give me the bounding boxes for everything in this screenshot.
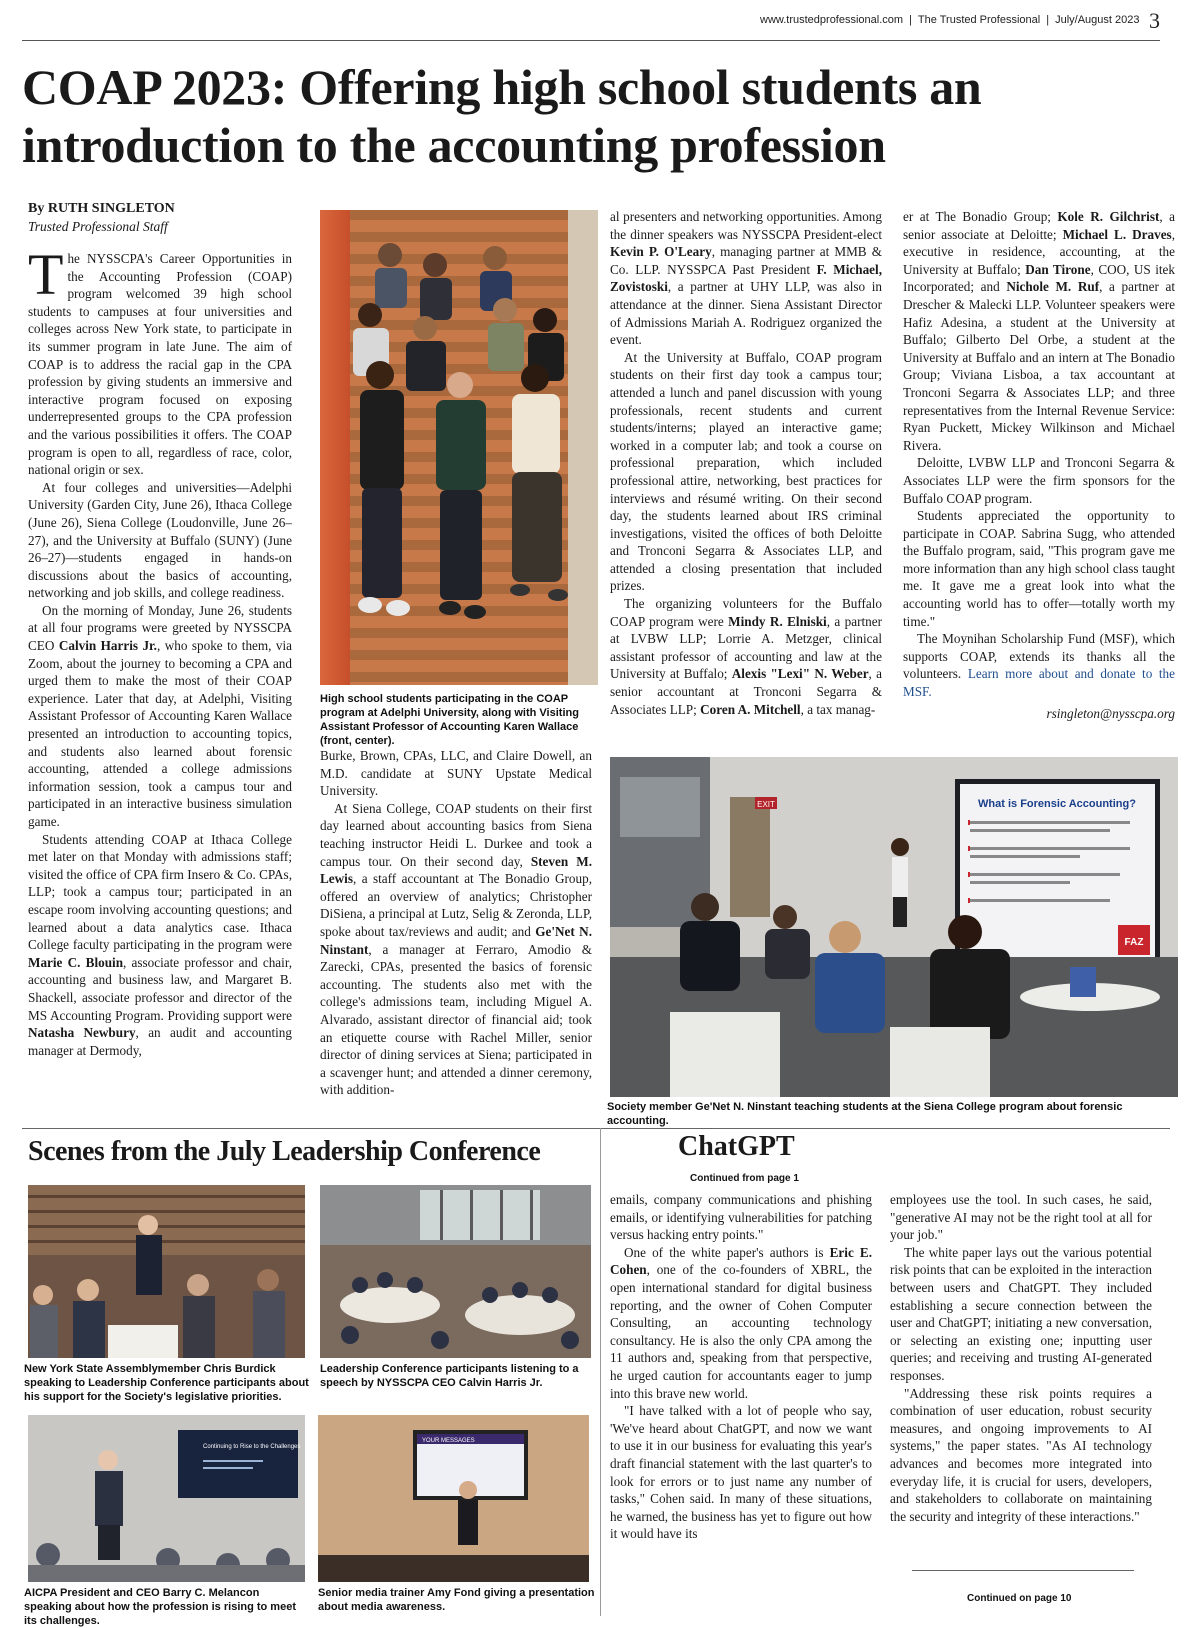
paragraph-text: , a senior associate at Deloitte;	[903, 209, 1175, 242]
photo-melancon-speaking	[28, 1415, 305, 1582]
paragraph-text: , a tax manag-	[800, 701, 876, 717]
page-number: 3	[1149, 8, 1160, 33]
paragraph-text: , who spoke to them, via Zoom, about the journey to becoming a CPA and urged them to make the most of their COAP experience. Later that day, at Adelphi, Visiting Assistant Professor of Accounting Karen Wallace presented an introduction to accounting topics, and students also learned about forensic accounting, attended a college admissions information session, took a campus tour and participated in an interactive business simulation game.	[28, 638, 293, 829]
article-paragraph	[320, 800, 592, 1099]
person-name: Michael L. Draves	[1062, 226, 1172, 242]
photo-caption-audience: Leadership Conference participants listening to a speech by NYSSCPA CEO Calvin Harris Jr.	[320, 1363, 579, 1389]
paragraph-text: , managing partner at MMB & Co. LLP. NYSSPCA Past President	[610, 244, 882, 277]
article-column-4	[903, 208, 1175, 748]
paragraph-text: , a partner at Drescher & Malecki LLP. Volunteer speakers were Hafiz Adesina, a student at the University at Buffalo; Gilberto Del Orbe, a student at the University at Buffalo and an intern at The Bonadio Group; Viviana Lisboa, a tax accountant at Tronconi Segarra & Associates LLP; and three representatives from the Internal Revenue Service: Ryan Puckett, Mickey Wilkinson and Michael Rivera.	[903, 279, 1175, 453]
article-paragraph: "I have talked with a lot of people who say, 'We've heard about ChatGPT, and now we want to use it in our business for evaluating this year's draft financial statement with the last quarter's to look for errors or to just name any number of tasks," Cohen said. In many of these situations, he warned, the business has yet to figure out how it would have its	[610, 1403, 872, 1542]
photo-conference-audience	[320, 1185, 591, 1358]
section-divider	[22, 1128, 1170, 1129]
paragraph-text: , a partner at LVBW LLP; Lorrie A. Metzger, clinical assistant professor of accounting and law at the University at Buffalo;	[610, 613, 882, 682]
paragraph-text: , associate professor and chair, accounting and business law, and Margaret B. Shackell, associate professor and director of the MS Accounting Program. Providing support were	[28, 954, 292, 1023]
page-header: www.trustedprofessional.com | The Trusted Professional | July/August 2023 3	[760, 8, 1160, 33]
header-url[interactable]: www.trustedprofessional.com	[760, 14, 904, 26]
person-name: Calvin Harris Jr.	[58, 638, 157, 654]
article-headline: COAP 2023: Offering high school students an introduction to the accounting profession	[22, 59, 982, 173]
person-name: Alexis "Lexi" N. Weber	[731, 666, 869, 682]
photo-coap-students-stairs	[320, 210, 598, 685]
chatgpt-section-title: ChatGPT	[678, 1131, 795, 1162]
paragraph-text: On the morning of Monday, June 26, students at all four programs were greeted by NYSSCPA CEO	[28, 602, 292, 654]
photo-caption-coap-students: High school students participating in the COAP program at Adelphi University, along with Visiting Assistant Professor of Accounting Karen Wallace (front, center).	[320, 693, 579, 747]
article-paragraph	[28, 602, 292, 831]
photo-caption-siena-classroom: Society member Ge'Net N. Ninstant teaching students at the Siena College program about forensic accounting.	[607, 1101, 1123, 1127]
article-column-3	[610, 208, 882, 743]
paragraph-text: , a senior accountant at Tronconi Segarra & Associates LLP;	[610, 666, 882, 717]
header-rule	[22, 40, 1160, 41]
melancon-screen-text: Continuing to Rise to the Challenges	[203, 1444, 301, 1450]
article-paragraph: Deloitte, LVBW LLP and Tronconi Segarra & Associates LLP were the firm sponsors for the Buffalo COAP program.	[903, 455, 1175, 506]
article-paragraph: At the University at Buffalo, COAP program students on their first day took a campus tour; attended a lunch and panel discussion with young professionals, recent students and current students/interns; played an interactive game; worked in a computer lab; and took a course on professional preparation, which included professional attire, networking, best practices for interviews and résumé writing. On their second day, the students learned about IRS criminal investigations, visited the offices of both Deloitte and Tronconi Segarra & Associates LLP, and attended a closing presentation that included prizes.	[610, 349, 882, 594]
continued-on-note: Continued on page 10	[967, 1593, 1072, 1604]
paragraph-text: er at The Bonadio Group;	[903, 209, 1058, 224]
article-paragraph: Students appreciated the opportunity to participate in COAP. Sabrina Sugg, who attended the Buffalo program, said, "This program gave me more information than any high school class taught me. It gave me a great look into what the accounting world has to offer—totally worth my time."	[903, 508, 1175, 629]
person-name: Marie C. Blouin	[28, 954, 124, 970]
person-name: Coren A. Mitchell	[700, 701, 801, 717]
article-paragraph	[28, 242, 292, 479]
chatgpt-column-1	[610, 1191, 872, 1616]
drop-cap: T	[28, 242, 64, 307]
slide-logo: FAZ	[1124, 937, 1144, 948]
article-paragraph: employees use the tool. In such cases, he said, "generative AI may not be the right tool at all for your job."	[890, 1192, 1152, 1243]
person-name: Nichole M. Ruf	[1006, 279, 1100, 295]
paragraph-text: , an audit and accounting manager at Dermody,	[28, 1025, 292, 1058]
slide-title: What is Forensic Accounting?	[978, 798, 1136, 810]
photo-fond-presenting	[318, 1415, 589, 1582]
byline: By RUTH SINGLETON	[28, 201, 175, 216]
article-column-2	[320, 747, 592, 1112]
photo-burdick-speaking	[28, 1185, 305, 1358]
paragraph-text: , a manager at Ferraro, Amodio & Zarecki, CPAs, presented the basics of forensic accounting. The students also met with the college's admissions team, including Miguel A. Alvarado, assistant director of financial aid; took an etiquette course with Rachel Miller, senior director of dining services at Siena; participated in a scavenger hunt; and attended a dinner ceremony, with addition-	[320, 941, 592, 1098]
continued-from-note: Continued from page 1	[690, 1173, 799, 1184]
person-name: F. Michael, Zovistoski	[610, 261, 882, 295]
article-paragraph	[28, 831, 292, 1060]
person-name: Steven M. Lewis	[320, 853, 592, 887]
article-paragraph	[610, 1244, 872, 1402]
paragraph-text: The organizing volunteers for the Buffalo COAP program were	[610, 596, 882, 629]
photo-caption-burdick: New York State Assemblymember Chris Burdick speaking to Leadership Conference participants about his support for the Society's legislative priorities.	[24, 1363, 309, 1403]
fond-screen-text: YOUR MESSAGES	[422, 1438, 475, 1444]
article-paragraph: At four colleges and universities—Adelphi University (Garden City, June 26), Ithaca College (June 26), Siena College (Loudonville, June 26–27), and the University at Buffalo (SUNY) (June 26–27)—students engaged in hands-on discussions about the basics of accounting, networking and job skills, and college readiness.	[28, 479, 292, 601]
article-column-1	[28, 200, 292, 1085]
person-name: Mindy R. Elniski	[728, 613, 827, 629]
article-paragraph: The white paper lays out the various potential risk points that can be exploited in the interaction between users and ChatGPT. They included establishing a secure connection between the user and ChatGPT; initiating a new conversation, or selecting an existing one; inputting user queries; and receiving and trusting AI-generated responses.	[890, 1244, 1152, 1383]
paragraph-text: At Siena College, COAP students on their first day learned about accounting basics from Siena teaching instructor Heidi L. Durkee and took a campus tour. On their second day,	[320, 800, 592, 869]
article-paragraph	[903, 208, 1175, 454]
article-paragraph	[610, 595, 882, 718]
article-paragraph	[903, 630, 1175, 700]
continued-rule	[912, 1570, 1134, 1571]
byline-role: Trusted Professional Staff	[28, 219, 168, 234]
person-name: Kevin P. O'Leary	[610, 244, 712, 260]
paragraph-text: he NYSSCPA's Career Opportunities in the Accounting Profession (COAP) program welcomed 39 high school students to campuses at four universities and colleges across New York state, to participate in its summer program in late June. The aim of COAP is to address the racial gap in the CPA profession by giving students an immersive and interactive program focused on exposing underrepresented groups to the CPA profession and the various possibilities it offers. The COAP program is open to all, regardless of race, color, national origin or sex.	[28, 251, 292, 478]
scenes-section-title: Scenes from the July Leadership Conference	[28, 1136, 541, 1167]
paragraph-text: Students attending COAP at Ithaca College met later on that Monday with admissions staff; visited the office of CPA firm Insero & Co. CPAs, LLP; took a campus tour; participated in an escape room involving accounting questions; and learned about a data analytics case. Ithaca College faculty participating in the program were	[28, 831, 292, 953]
msf-donate-link[interactable]: Learn more about and donate to the MSF.	[903, 666, 1175, 700]
article-paragraph: emails, company communications and phishing emails, or identifying vulnerabilities for patching versus hacking entry points."	[610, 1192, 872, 1243]
article-paragraph: "Addressing these risk points requires a combination of user education, robust security measures, and ongoing improvements to AI systems," the paper states. "As AI technology advances and becomes more integrated into everyday life, it is crucial for users, developers, and stakeholders to collaborate on maintaining the security and integrity of these interactions."	[890, 1385, 1152, 1524]
paragraph-text: , executive in residence, accounting, at the University at Buffalo;	[903, 226, 1175, 277]
paragraph-text: , a partner at UHY LLP, was also in attendance at the dinner. Siena Assistant Director of Admissions Mariah A. Rodriguez organized the event.	[610, 279, 882, 348]
person-name: Dan Tirone	[1025, 261, 1091, 277]
person-name: Eric E. Cohen	[610, 1244, 873, 1278]
author-email[interactable]: rsingleton@nysscpa.org	[1046, 705, 1175, 721]
chatgpt-column-2	[890, 1191, 1152, 1566]
header-issue: July/August 2023	[1055, 14, 1140, 26]
photo-caption-fond: Senior media trainer Amy Fond giving a presentation about media awareness.	[318, 1587, 595, 1613]
column-divider	[600, 1128, 601, 1616]
photo-siena-classroom	[610, 757, 1178, 1097]
photo-caption-melancon: AICPA President and CEO Barry C. Melancon speaking about how the profession is rising to meet its challenges.	[24, 1587, 296, 1627]
person-name: Natasha Newbury	[28, 1025, 136, 1041]
article-paragraph: Burke, Brown, CPAs, LLC, and Claire Dowell, an M.D. candidate at SUNY Upstate Medical University.	[320, 748, 592, 799]
person-name: Ge'Net N. Ninstant	[320, 923, 592, 957]
paragraph-text: , a staff accountant at The Bonadio Group, offered an overview of analytics; Christopher DiSiena, a principal at Lutz, Selig & Zeronda, LLP, spoke about tax/reviews and audit; and	[320, 871, 592, 939]
paragraph-text: The Moynihan Scholarship Fund (MSF), which supports COAP, extends its thanks all the volunteers.	[903, 631, 1175, 682]
paragraph-text: One of the white paper's authors is	[624, 1244, 830, 1260]
paragraph-text: , one of the co-founders of XBRL, the open international standard for digital business reporting, and the owner of Cohen Computer Consulting, an accounting technology consultancy. He is also the only CPA among the 11 authors and, speaking from that perspective, he urged caution for accountants eager to jump into this brave new world.	[610, 1262, 872, 1401]
person-name: Kole R. Gilchrist	[1057, 209, 1160, 224]
paragraph-text: al presenters and networking opportunities. Among the dinner speakers was NYSSCPA President-elect	[610, 209, 882, 242]
article-paragraph	[610, 208, 882, 349]
paragraph-text: , COO, US itek Incorporated; and	[903, 261, 1175, 295]
header-publication: The Trusted Professional	[917, 14, 1041, 26]
exit-sign: EXIT	[757, 800, 775, 809]
